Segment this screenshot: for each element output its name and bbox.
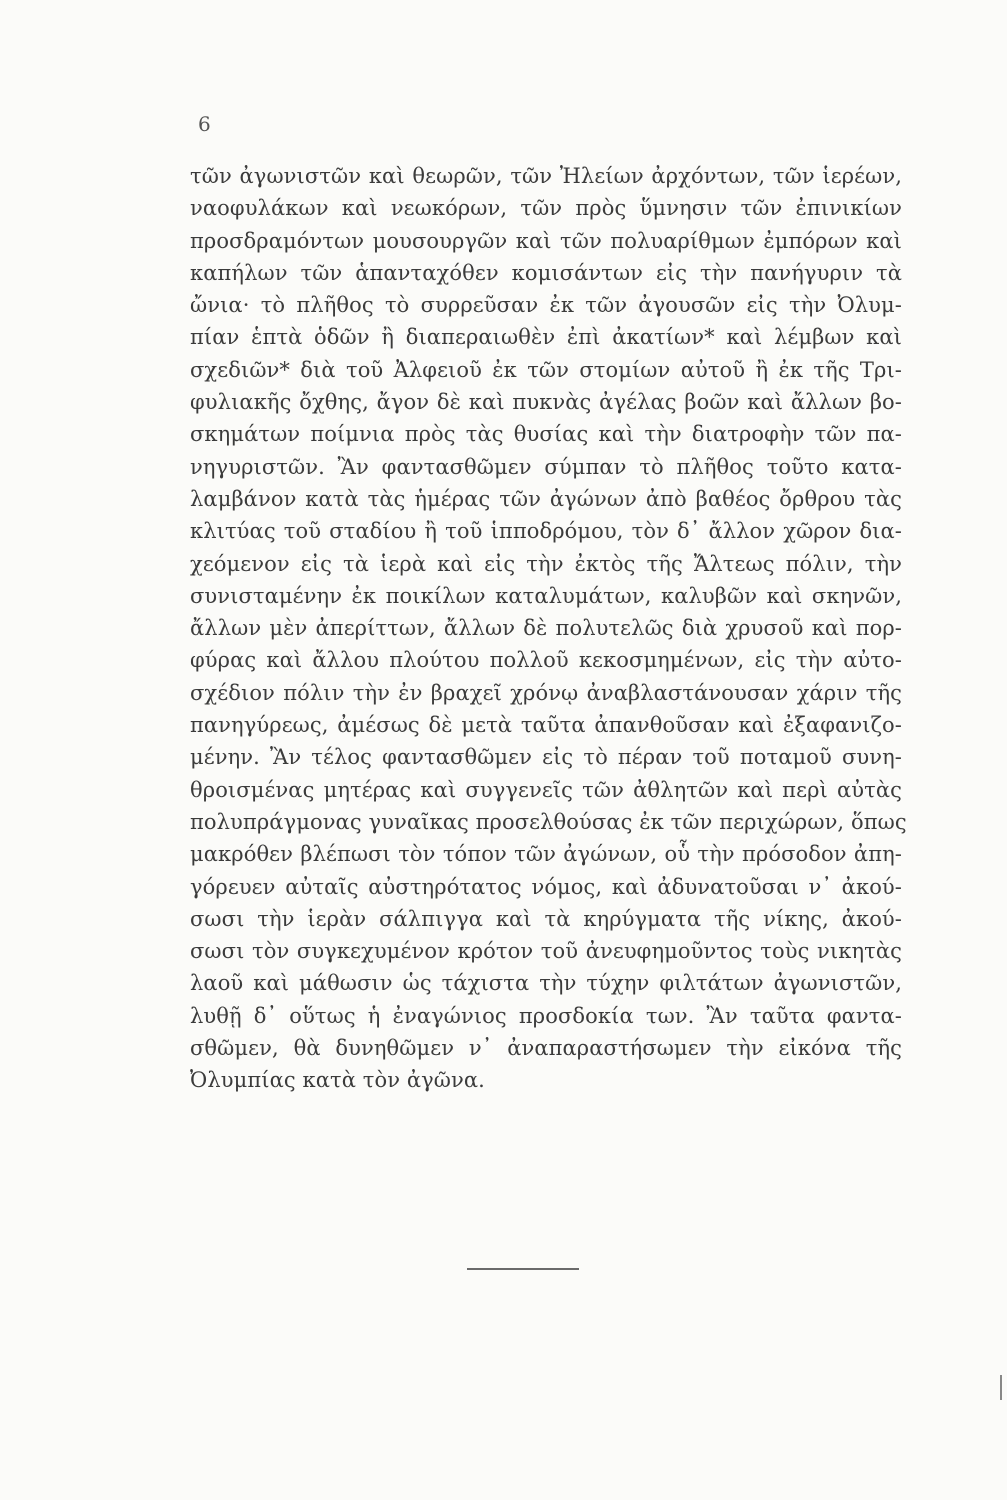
text-line: λαοῦ καὶ μάθωσιν ὡς τάχιστα τὴν τύχην φιλτάτων ἀγωνιστῶν,	[190, 971, 902, 996]
text-line: μακρόθεν βλέπωσι τὸν τόπον τῶν ἀγώνων, οὗ τὴν πρόσοδον ἀπη-	[190, 842, 902, 867]
text-line: ναοφυλάκων καὶ νεωκόρων, τῶν πρὸς ὕμνησιν τῶν ἐπινικίων	[190, 196, 902, 221]
text-line: σωσι τὴν ἱερὰν σάλπιγγα καὶ τὰ κηρύγματα τῆς νίκης, ἀκού-	[190, 906, 902, 931]
text-line: πανηγύρεως, ἀμέσως δὲ μετὰ ταῦτα ἀπανθοῦσαν καὶ ἐξαφανιζο-	[190, 713, 902, 738]
edge-mark	[1000, 1375, 1002, 1400]
text-line: γόρευεν αὐταῖς αὐστηρότατος νόμος, καὶ ἀδυνατοῦσαι ν᾽ ἀκού-	[190, 874, 902, 899]
text-line: φύρας καὶ ἄλλου πλούτου πολλοῦ κεκοσμημένων, εἰς τὴν αὐτο-	[190, 648, 902, 673]
text-line: ὤνια· τὸ πλῆθος τὸ συρρεῦσαν ἐκ τῶν ἀγουσῶν εἰς τὴν Ὀλυμ-	[190, 293, 902, 318]
text-line: σωσι τὸν συγκεχυμένον κρότον τοῦ ἀνευφημοῦντος τοὺς νικητὰς	[190, 939, 902, 964]
text-line: σκημάτων ποίμνια πρὸς τὰς θυσίας καὶ τὴν διατροφὴν τῶν πα-	[190, 422, 902, 447]
text-line: χεόμενον εἰς τὰ ἱερὰ καὶ εἰς τὴν ἐκτὸς τῆς Ἄλτεως πόλιν, τὴν	[190, 551, 902, 576]
text-line: φυλιακῆς ὄχθης, ἄγον δὲ καὶ πυκνὰς ἀγέλας βοῶν καὶ ἄλλων βο-	[190, 390, 902, 415]
text-line: μένην. Ἂν τέλος φαντασθῶμεν εἰς τὸ πέραν τοῦ ποταμοῦ συνη-	[190, 745, 902, 770]
text-line: Ὀλυμπίας κατὰ τὸν ἀγῶνα.	[190, 1068, 485, 1093]
text-line: σχέδιον πόλιν τὴν ἐν βραχεῖ χρόνῳ ἀναβλαστάνουσαν χάριν τῆς	[190, 680, 902, 705]
section-divider	[467, 1268, 579, 1270]
page-number: 6	[198, 112, 211, 136]
body-text	[190, 160, 907, 1097]
text-line: θροισμένας μητέρας καὶ συγγενεῖς τῶν ἀθλητῶν καὶ περὶ αὐτὰς	[190, 777, 902, 802]
text-line: κλιτύας τοῦ σταδίου ἢ τοῦ ἱπποδρόμου, τὸν δ᾽ ἄλλον χῶρον δια-	[190, 519, 902, 544]
text-line: σχεδιῶν* διὰ τοῦ Ἀλφειοῦ ἐκ τῶν στομίων αὐτοῦ ἢ ἐκ τῆς Τρι-	[190, 357, 902, 382]
text-line: λαμβάνον κατὰ τὰς ἡμέρας τῶν ἀγώνων ἀπὸ βαθέος ὄρθρου τὰς	[190, 486, 902, 511]
text-line: λυθῇ δ᾽ οὕτως ἡ ἐναγώνιος προσδοκία των. Ἂν ταῦτα φαντα-	[190, 1003, 902, 1028]
text-line: προσδραμόντων μουσουργῶν καὶ τῶν πολυαρίθμων ἐμπόρων καὶ	[190, 228, 902, 253]
text-line: ἄλλων μὲν ἀπερίττων, ἄλλων δὲ πολυτελῶς διὰ χρυσοῦ καὶ πορ-	[190, 616, 902, 641]
text-line: συνισταμένην ἐκ ποικίλων καταλυμάτων, καλυβῶν καὶ σκηνῶν,	[190, 583, 902, 608]
text-line: πίαν ἑπτὰ ὁδῶν ἢ διαπεραιωθὲν ἐπὶ ἀκατίων* καὶ λέμβων καὶ	[190, 325, 902, 350]
text-line: καπήλων τῶν ἁπανταχόθεν κομισάντων εἰς τὴν πανήγυριν τὰ	[190, 260, 902, 285]
text-line: πολυπράγμονας γυναῖκας προσελθούσας ἐκ τῶν περιχώρων, ὅπως	[190, 809, 907, 834]
text-line: νηγυριστῶν. Ἂν φαντασθῶμεν σύμπαν τὸ πλῆθος τοῦτο κατα-	[190, 454, 902, 479]
text-line: σθῶμεν, θὰ δυνηθῶμεν ν᾽ ἀναπαραστήσωμεν τὴν εἰκόνα τῆς	[190, 1036, 902, 1061]
text-line: τῶν ἀγωνιστῶν καὶ θεωρῶν, τῶν Ἠλείων ἀρχόντων, τῶν ἱερέων,	[190, 164, 902, 188]
